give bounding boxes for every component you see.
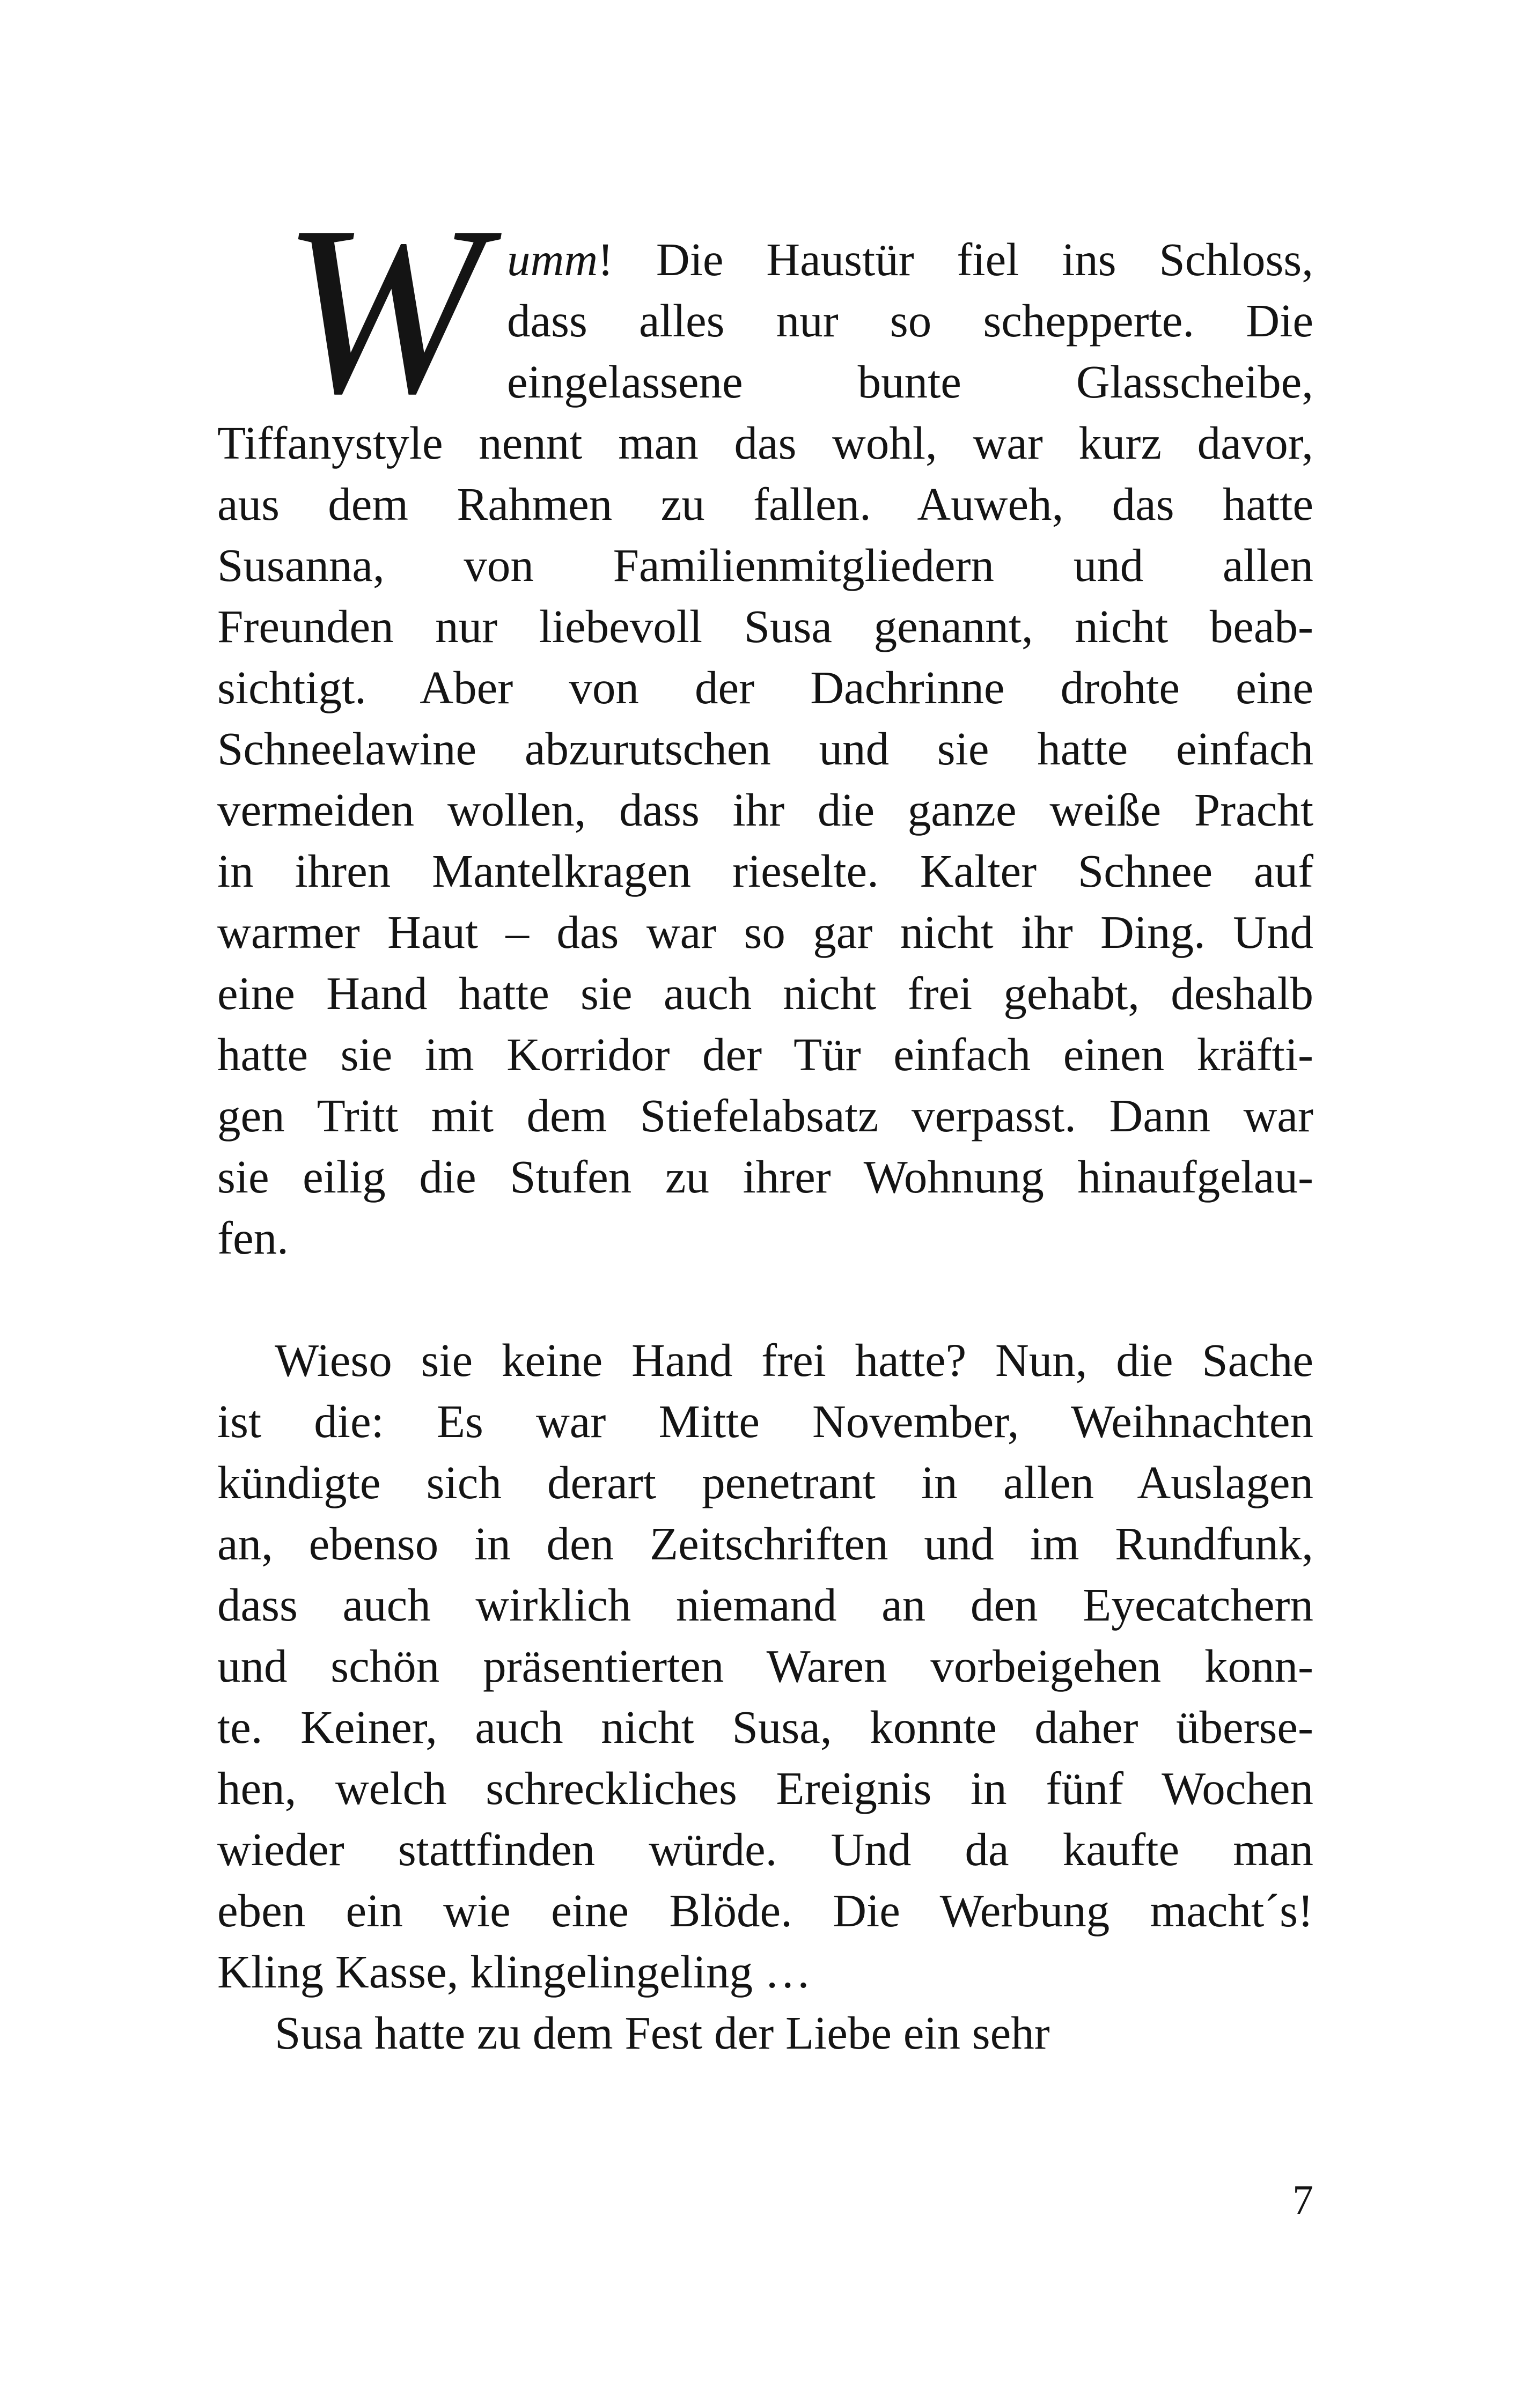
text-line: sichtigt. Aber von der Dachrinne drohte eine xyxy=(217,661,1313,713)
text-line: gen Tritt mit dem Stiefelabsatz verpasst. Dann war xyxy=(217,1089,1313,1142)
text-line: Tiffanystyle nennt man das wohl, war kurz davor, xyxy=(217,417,1313,469)
text-line: eben ein wie eine Blöde. Die Werbung macht´s! xyxy=(217,1884,1313,1936)
text-line: warmer Haut – das war so gar nicht ihr Ding. Und xyxy=(217,906,1313,958)
text-line: Wieso sie keine Hand frei hatte? Nun, die Sache xyxy=(275,1334,1313,1386)
drop-cap-initial: W xyxy=(282,176,483,444)
text-line: eine Hand hatte sie auch nicht frei gehabt, deshalb xyxy=(217,967,1313,1019)
text-line: hen, welch schreckliches Ereignis in fünf Wochen xyxy=(217,1762,1313,1814)
text-line: kündigte sich derart penetrant in allen Auslagen xyxy=(217,1456,1313,1508)
italic-word: umm xyxy=(507,233,598,285)
text-line: umm! Die Haustür fiel ins Schloss, xyxy=(507,233,1313,285)
text-line: dass alles nur so schepperte. Die xyxy=(507,294,1313,347)
text-line: Susanna, von Familienmitgliedern und allen xyxy=(217,539,1313,591)
text-line: und schön präsentierten Waren vorbeigehen konn- xyxy=(217,1640,1313,1692)
text-line: sie eilig die Stufen zu ihrer Wohnung hinaufgelau- xyxy=(217,1151,1313,1203)
text-line: Schneelawine abzurutschen und sie hatte einfach xyxy=(217,723,1313,775)
text-line: Freunden nur liebevoll Susa genannt, nicht beab- xyxy=(217,600,1313,652)
text-line: vermeiden wollen, dass ihr die ganze weiße Pracht xyxy=(217,784,1313,836)
text-line: aus dem Rahmen zu fallen. Auweh, das hatte xyxy=(217,478,1313,530)
text-line: wieder stattfinden würde. Und da kaufte man xyxy=(217,1823,1313,1875)
text-line: dass auch wirklich niemand an den Eyecatchern xyxy=(217,1579,1313,1631)
text-line: in ihren Mantelkragen rieselte. Kalter Schnee auf xyxy=(217,845,1313,897)
text-line: Susa hatte zu dem Fest der Liebe ein sehr xyxy=(275,2007,1050,2059)
page-number: 7 xyxy=(1292,2176,1313,2223)
text-line: Kling Kasse, klingelingeling … xyxy=(217,1946,811,1998)
text-line: ist die: Es war Mitte November, Weihnachten xyxy=(217,1395,1313,1447)
text-line: an, ebenso in den Zeitschriften und im Rundfunk, xyxy=(217,1518,1313,1570)
text-line: hatte sie im Korridor der Tür einfach einen kräfti- xyxy=(217,1028,1313,1080)
text-line: te. Keiner, auch nicht Susa, konnte daher überse- xyxy=(217,1701,1313,1753)
text-line: eingelassene bunte Glasscheibe, xyxy=(507,356,1313,408)
text-line: fen. xyxy=(217,1212,289,1264)
